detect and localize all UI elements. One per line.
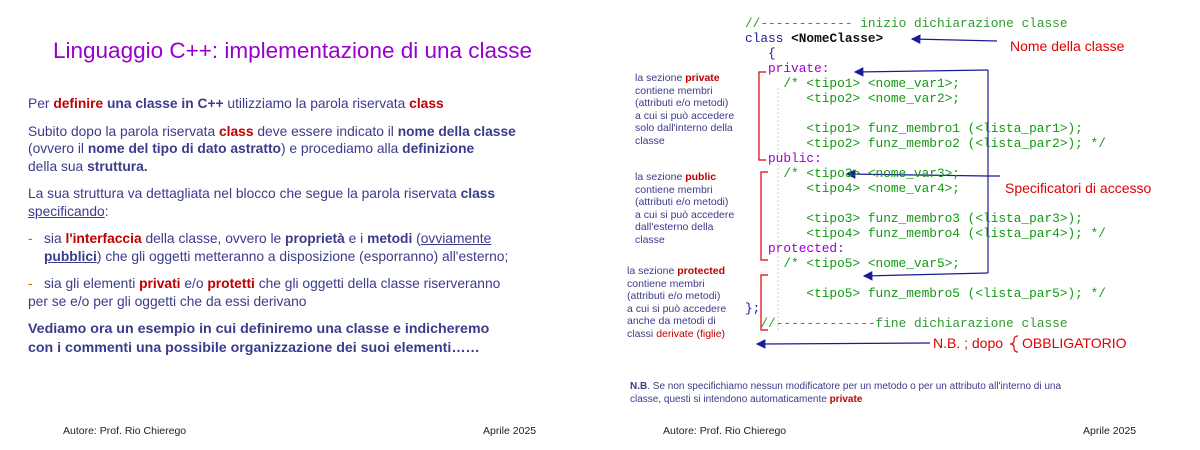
callout-nb: N.B. ; dopo	[933, 335, 1004, 351]
label-private: la sezione private contiene membri (attributi e/o metodi) a cui si può accedere solo dall'interno della classe	[635, 72, 735, 147]
callout-nome-classe: Nome della classe	[1010, 38, 1125, 54]
footer-date: Aprile 2025	[483, 425, 537, 437]
paragraph-1: Per definire una classe in C++ utilizziamo la parola riservata class	[28, 96, 444, 111]
arrow-nb	[757, 343, 930, 344]
paragraph-2: Subito dopo la parola riservata class deve essere indicato il nome della classe (ovvero il nome del tipo di dato astratto) e procediamo alla definizione della sua struttura.	[28, 123, 516, 174]
callout-obbligatorio: OBBLIGATORIO	[1022, 335, 1127, 351]
footer-author: Autore: Prof. Rio Chierego	[63, 425, 187, 437]
note-nb: N.B. Se non specifichiamo nessun modificatore per un metodo o per un attributo all'interno di una classe, questi si intendono automaticamente private	[630, 381, 1062, 405]
slide-title: Linguaggio C++: implementazione di una classe	[53, 38, 533, 63]
list-item-1: - sia l'interfaccia della classe, ovvero le proprietà e i metodi (ovviamente pubblici) che gli oggetti metteranno a disposizione (esporranno) all'esterno;	[28, 231, 509, 264]
paragraph-3: La sua struttura va dettagliata nel blocco che segue la parola riservata class specificando:	[28, 186, 496, 219]
closing-text: Vediamo ora un esempio in cui definiremo una classe e indicheremo con i commenti una possibile organizzazione dei suoi elementi……	[28, 321, 490, 356]
list-item-2: - sia gli elementi privati e/o protetti che gli oggetti della classe riserveranno per se e/o per gli oggetti che da essi derivano	[28, 276, 501, 309]
label-protected: la sezione protected contiene membri (attributi e/o metodi) a cui si può accedere anche da metodi di classi derivate (figlie)	[627, 265, 727, 340]
footer-author: Autore: Prof. Rio Chierego	[663, 425, 787, 437]
code-line: //------------ inizio dichiarazione classe	[745, 16, 1068, 31]
brace-obbligatorio	[1010, 336, 1018, 352]
code-block: //------------ inizio dichiarazione classe class <NomeClasse> { private: /* <tipo1> <nome_var1>; <tipo2> <nome_var2>; <tipo1> funz_membro1 (<lista_par1>); <tipo2> funz_membro2 (<lista_par2>); */ public: /* <tipo3> <nome_var3>; <tipo4> <nome_var4>; <tipo3> funz_membro3 (<lista_par3>); <tipo4> funz_membro4 (<lista_par4>); */ protected: /* <tipo5> <nome_var5>; <tipo5> funz_membro5 (<lista_par5>); */ }; //-------------fine dichiarazione classe	[745, 16, 1106, 331]
slide-body	[28, 95, 573, 368]
callout-specificatori: Specificatori di accesso	[1005, 180, 1152, 196]
slide-right	[600, 0, 1200, 450]
class-name: <NomeClasse>	[791, 31, 884, 46]
label-public: la sezione public contiene membri (attributi e/o metodi) a cui si può accedere dall'esterno della classe	[635, 171, 735, 246]
footer-date: Aprile 2025	[1083, 425, 1137, 437]
